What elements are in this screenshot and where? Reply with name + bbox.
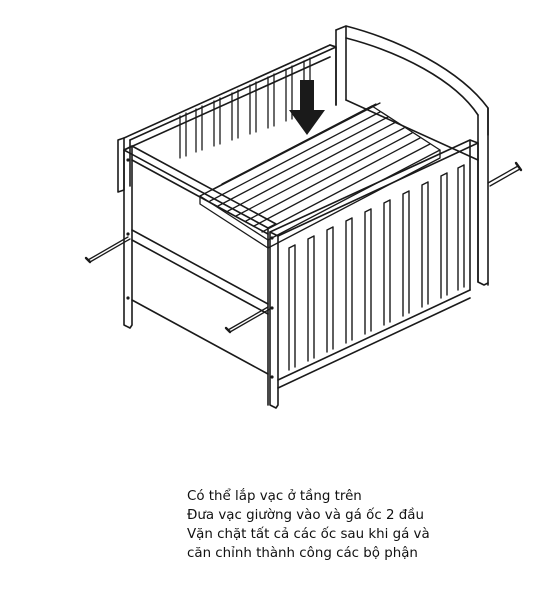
caption-line: căn chỉnh thành công các bộ phận [187,546,418,561]
caption-line: Đưa vạc giường vào và gá ốc 2 đầu [187,508,424,523]
down-arrow-icon [289,80,325,135]
assembly-caption [187,487,527,563]
front-end-panel [124,146,276,405]
front-side-rail [270,140,478,408]
mattress-base [200,103,440,248]
caption-line: Có thể lắp vạc ở tầng trên [187,489,362,504]
caption-line: Vặn chặt tất cả các ốc sau khi gá và [187,527,430,542]
right-end-panel [336,26,488,285]
bolt-icons [86,163,521,332]
